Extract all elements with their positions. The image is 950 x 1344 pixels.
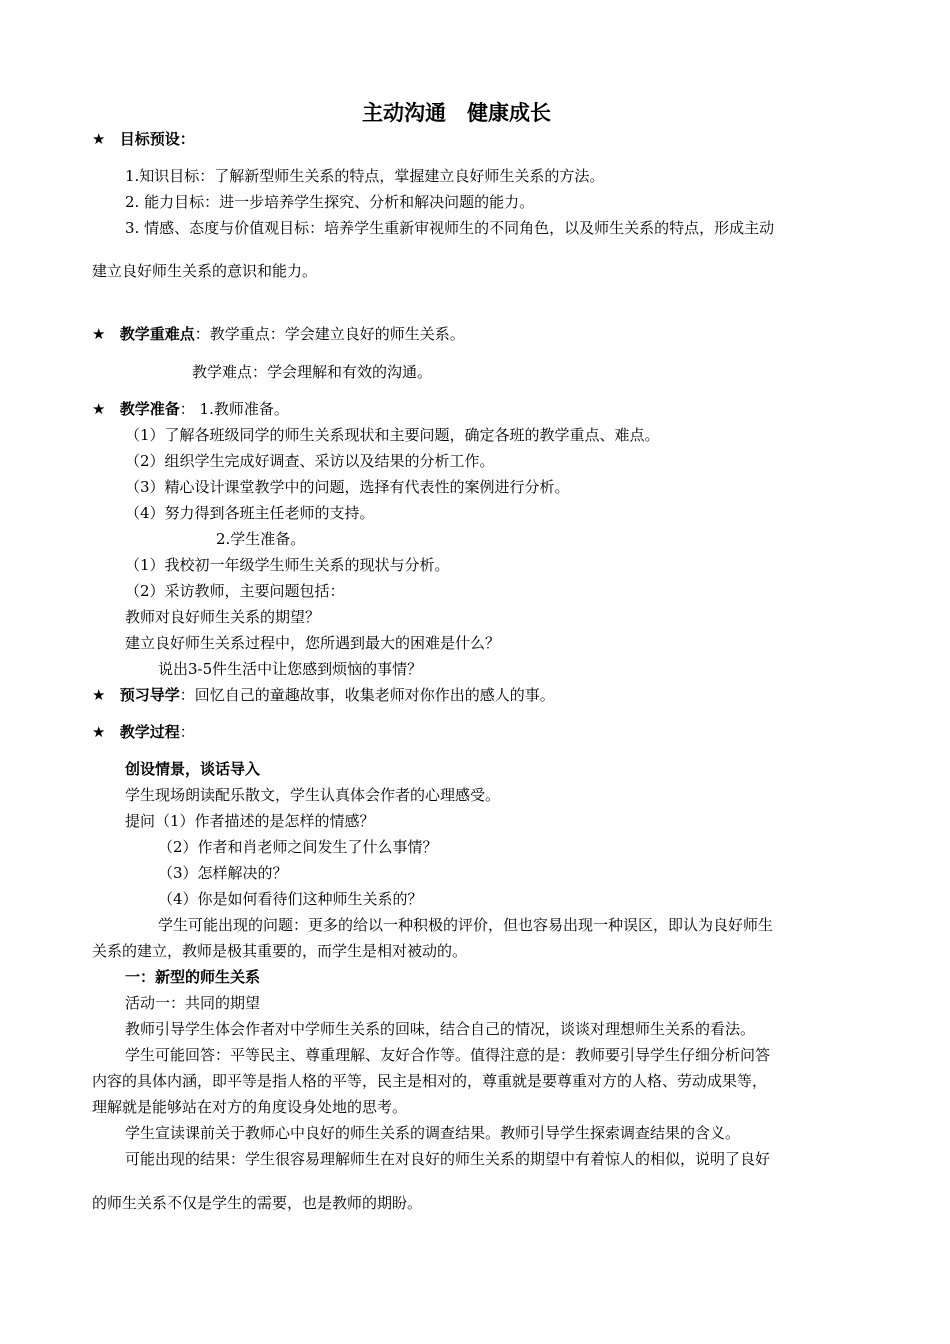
- prep-teacher-item: （2）组织学生完成好调查、采访以及结果的分析工作。: [125, 452, 495, 470]
- process-text: 学生可能出现的问题：更多的给以一种积极的评价，但也容易出现一种误区，即认为良好师生: [158, 916, 774, 934]
- process-text: （2）作者和肖老师之间发生了什么事情？: [158, 838, 438, 856]
- prep-teacher-item: （3）精心设计课堂教学中的问题，选择有代表性的案例进行分析。: [125, 478, 570, 496]
- section1-text-cont: 理解就是能够站在对方的角度设身处地的思考。: [92, 1098, 408, 1116]
- preview-heading: 预习导学: [119, 686, 180, 704]
- process-colon: ：: [179, 723, 195, 741]
- preview-line: [92, 685, 555, 705]
- star-icon: ★: [92, 723, 106, 741]
- section1-text: 学生可能回答：平等民主、尊重理解、友好合作等。值得注意的是：教师要引导学生仔细分析问答: [125, 1046, 771, 1064]
- goals-heading-line: [92, 129, 195, 149]
- goal-item: 3. 情感、态度与价值观目标：培养学生重新审视师生的不同角色，以及师生关系的特点，形成主动: [125, 219, 775, 237]
- section1-text-cont: 的师生关系不仅是学生的需要，也是教师的期盼。: [92, 1194, 423, 1212]
- prep-question: 说出3-5件生活中让您感到烦恼的事情？: [158, 660, 423, 678]
- goals-heading: 目标预设：: [119, 130, 195, 148]
- process-text: （3）怎样解决的？: [158, 864, 288, 882]
- prep-teacher-item: （1）了解各班级同学的师生关系现状和主要问题，确定各班的教学重点、难点。: [125, 426, 660, 444]
- star-icon: ★: [92, 400, 106, 418]
- section1-text: 可能出现的结果：学生很容易理解师生在对良好的师生关系的期望中有着惊人的相似，说明了良好: [125, 1150, 771, 1168]
- process-text: 提问（1）作者描述的是怎样的情感？: [125, 812, 375, 830]
- goal-item: 1.知识目标：了解新型师生关系的特点，掌握建立良好师生关系的方法。: [125, 167, 605, 185]
- preview-text: ：回忆自己的童趣故事，收集老师对你作出的感人的事。: [179, 686, 555, 704]
- goal-item: 2. 能力目标：进一步培养学生探究、分析和解决问题的能力。: [125, 193, 535, 211]
- prep-student-item: （1）我校初一年级学生师生关系的现状与分析。: [125, 556, 450, 574]
- prep-student-item: （2）采访教师，主要问题包括：: [125, 582, 345, 600]
- keypoints-heading: 教学重难点: [119, 325, 195, 343]
- process-line: [92, 722, 195, 742]
- prep-heading: 教学准备: [119, 400, 180, 418]
- prep-line: [92, 399, 289, 419]
- process-text: （4）你是如何看待们这种师生关系的？: [158, 890, 423, 908]
- goal-item-cont: 建立良好师生关系的意识和能力。: [92, 262, 318, 280]
- star-icon: ★: [92, 686, 106, 704]
- keypoints-line: [92, 324, 465, 344]
- keypoints-difficulty: 教学难点：学会理解和有效的沟通。: [192, 363, 433, 381]
- process-text: 学生现场朗读配乐散文，学生认真体会作者的心理感受。: [125, 786, 501, 804]
- prep-student-label: 2.学生准备。: [216, 530, 306, 548]
- process-heading: 教学过程: [119, 723, 180, 741]
- section1-text: 学生宣读课前关于教师心中良好的师生关系的调查结果。教师引导学生探索调查结果的含义。: [125, 1124, 741, 1142]
- prep-question: 教师对良好师生关系的期望？: [125, 608, 321, 626]
- keypoints-focus: ：教学重点：学会建立良好的师生关系。: [194, 325, 465, 343]
- star-icon: ★: [92, 130, 106, 148]
- star-icon: ★: [92, 325, 106, 343]
- process-text-cont: 关系的建立，教师是极其重要的，而学生是相对被动的。: [92, 942, 468, 960]
- section1-text: 教师引导学生体会作者对中学师生关系的回味，结合自己的情况，谈谈对理想师生关系的看法。: [125, 1020, 756, 1038]
- intro-title: 创设情景，谈话导入: [125, 760, 261, 778]
- section1-title: 一：新型的师生关系: [125, 968, 261, 986]
- prep-first: ： 1.教师准备。: [179, 400, 289, 418]
- section1-text: 活动一：共同的期望: [125, 994, 261, 1012]
- prep-question: 建立良好师生关系过程中，您所遇到最大的困难是什么？: [125, 634, 501, 652]
- section1-text-cont: 内容的具体内涵，即平等是指人格的平等，民主是相对的，尊重就是要尊重对方的人格、劳动成果等，: [92, 1072, 768, 1090]
- document-title: 主动沟通 健康成长: [362, 101, 551, 125]
- prep-teacher-item: （4）努力得到各班主任老师的支持。: [125, 504, 375, 522]
